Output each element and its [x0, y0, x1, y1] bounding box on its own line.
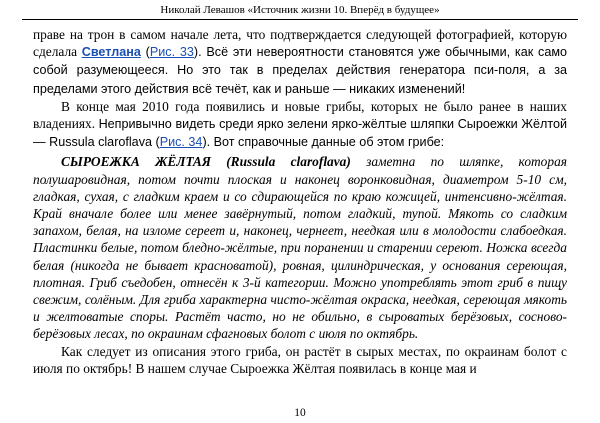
paragraph-2: [33, 98, 567, 152]
author-link-svetlana[interactable]: Светлана: [81, 45, 141, 60]
mushroom-title: СЫРОЕЖКА ЖЁЛТАЯ (Russula claroflava): [61, 154, 351, 170]
paragraph-2-text-a: В конце мая 2010 года появились и новые грибы, которых не было ранее в наших владениях.: [33, 98, 567, 132]
paren-close: ).: [193, 45, 207, 60]
page-body: [33, 26, 567, 377]
paragraph-1-text-a: праве на трон в самом начале лета, что подтверждается следующей фотографией, которую сделала: [33, 27, 567, 60]
paragraph-2-text-c: ). Вот справочные данные об этом грибе:: [202, 135, 445, 150]
mushroom-description: [33, 153, 567, 342]
page-number: 10: [294, 407, 306, 419]
paragraph-1: [33, 26, 567, 98]
paren-open: (: [140, 45, 150, 60]
paragraph-4: Как следует из описания этого гриба, он растёт в сырых местах, по окраинам болот с июля по октябрь! В нашем случае Сыроежка Жёлтая появилась в конце мая и: [33, 343, 567, 376]
figure-33-link[interactable]: Рис. 33: [149, 45, 194, 60]
paragraph-1-text-b: Всё эти невероятности становятся уже обычными, как само собой разумеющееся. Но это так в пределах действия генератора пси-поля, а за пределами этого действия всё течёт, как и раньше — никаких изменений!: [33, 45, 567, 96]
paragraph-2-text-b: Непривычно видеть среди ярко зелени ярко-жёлтые шляпки Сыроежки Жёлтой — Russula claroflava (: [33, 117, 567, 150]
mushroom-description-text: заметна по шляпке, которая полушаровидная, потом почти плоская и наконец воронковидная, диаметром 5-10 см, гладкая, сухая, с гладким краем и со сдирающейся по краю кожицей, интенсивно-жёлтая. Край вначале более или менее завёрнутый, потом гладкий, тупой. Мякоть со сладким запахом, белая, на изломе сереет и, наконец, чернеет, неедкая или в молодости слабоедкая. Пластинки белые, потом бледно-жёлтые, при поранении и старении сереют. Ножка всегда белая (никогда не бывает красноватой), ровная, цилиндрическая, у основания сереющая, плотная. Гриб съедобен, отнесён к 3-й категории. Можно употреблять этот гриб в пищу свежим, солёным. Для гриба характерна чисто-жёлтая окраска, неедкая, сереющая мякоть и желтоватые споры. Растёт часто, но не обильно, в сыроватых берёзовых, сосново-берёзовых лесах, по окраинам сфагновых болот с июля по октябрь.: [33, 154, 567, 342]
running-header: Николай Левашов «Источник жизни 10. Вперёд в будущее»: [22, 4, 578, 20]
figure-34-link[interactable]: Рис. 34: [159, 135, 203, 150]
